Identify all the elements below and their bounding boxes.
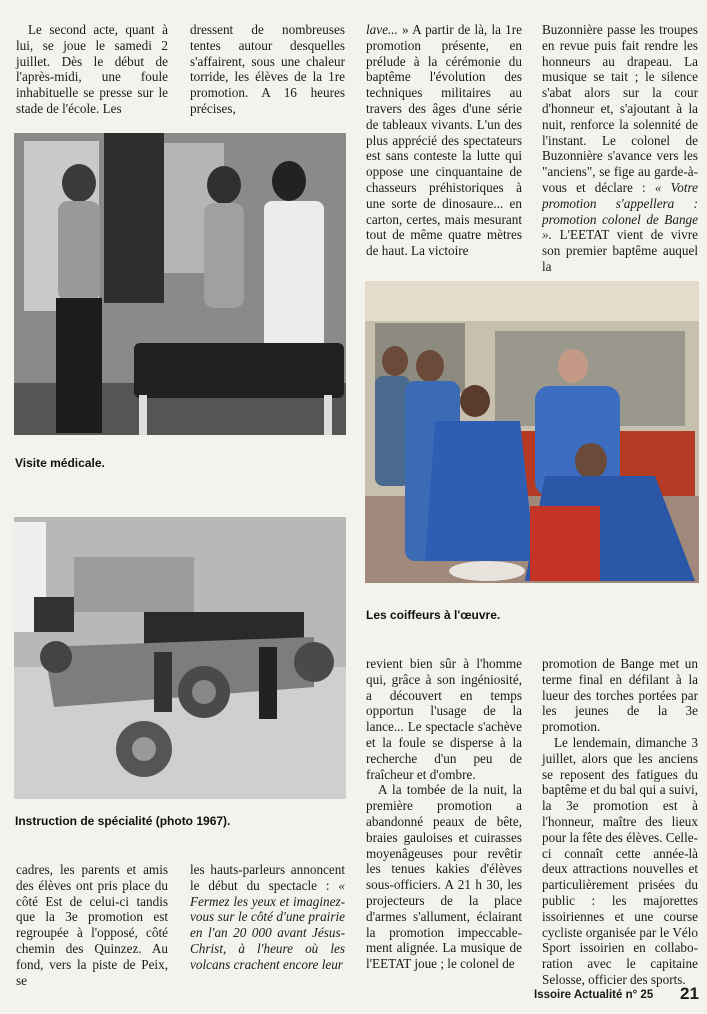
paragraph: L'EETAT vient de vivre son premier baptême auquel la: [542, 227, 698, 274]
paragraph: cadres, les parents et amis des élèves ont pris place du côté Est de celui-ci tandis que la 3e promotion est regroupée à l'opposé, côté chemin des Quinzez. Au fond, vers la piste de Peix, se: [16, 862, 168, 988]
italic-quote: « Votre promotion s'appellera : promotion colonel de Bange ».: [542, 179, 698, 243]
paragraph: dressent de nombreuses tentes autour desquelles s'affairent, sous une chaleur torride, les élèves de la 1re promotion. A 16 heures précises,: [190, 22, 345, 116]
col4-top-text: [542, 22, 698, 275]
col2-bottom-text: [190, 862, 345, 973]
paragraph: Le second acte, quant à lui, se joue le samedi 2 juillet. Dès le début de l'après-midi, une foule inhabituelle se presse sur le stade de l'école. Les: [16, 22, 168, 116]
caption-barbers: Les coiffeurs à l'œuvre.: [366, 608, 501, 622]
photo-specialty-instruction: [14, 517, 346, 799]
col2-top-text: [190, 22, 345, 117]
col3-bottom-text: [366, 656, 522, 972]
paragraph: revient bien sûr à l'homme qui, grâce à son ingéniosité, a découvert en temps opportun l'usage de la lance... Le spectacle s'achève et la foule se disperse à la recherche d'un peu de fraîcheur et d'ombre.: [366, 656, 522, 782]
italic-quote: lave...: [366, 22, 398, 37]
paragraph: Le lendemain, dimanche 3 juillet, alors que les anciens se reposent des fatigues du baptême et du bal qui a suivi, la 3e promotion est à l'honneur, maître des lieux pour la fête des élèves. Celle-ci connaît cette année-là deux attractions nouvelles et particulièrement prisées du public : les majorettes issoiriennes et une course cycliste organisée par le Vélo Sport issoirien en collabo-ration avec le capitaine Selosse, officier des sports.: [542, 734, 698, 987]
col4-bottom-text: [542, 656, 698, 988]
italic-quote: « Fermez les yeux et imaginez-vous sur le côté d'une prairie en l'an 20 000 avant Jésus-Christ, à l'heure où les volcans crachent encore leur: [190, 877, 345, 972]
page-number: 21: [680, 984, 699, 1003]
paragraph: les hauts-parleurs annoncent le début du spectacle :: [190, 862, 345, 893]
paragraph: A la tombée de la nuit, la première promotion a abandonné peaux de bête, braies gauloises et cuirasses moyenâgeuses pour revêtir les tenues kakies d'élèves sous-officiers. A 21 h 30, les projecteurs de la place d'armes s'allument, éclairant la promotion impeccable-ment alignée. La musique de l'EETAT joue ; le colonel de: [366, 782, 522, 972]
caption-specialty-instruction: Instruction de spécialité (photo 1967).: [15, 814, 231, 828]
footer-magazine-title: Issoire Actualité n° 25: [534, 989, 654, 1001]
paragraph: » A partir de là, la 1re promotion présente, en prélude à la cérémonie du baptême l'évolution des techniques militaires au travers des âges d'une série de tableaux vivants. L'un des plus apprécié des spectateurs est sans conteste la lutte qui oppose une cinquantaine de chasseurs préhistoriques à une sorte de dinosaure... en carton, certes, mais mesurant tout de même quatre mètres de haut. La victoire: [366, 22, 522, 259]
paragraph: promotion de Bange met un terme final en défilant à la lueur des torches portées par les jeunes de la 3e promotion.: [542, 656, 698, 735]
photo-barbers: [365, 281, 699, 583]
caption-medical-visit: Visite médicale.: [15, 456, 105, 470]
paragraph: Buzonnière passe les troupes en revue puis fait rendre les honneurs au drapeau. La musique se tait ; le silence s'abat alors sur la cour d'honneur et, s'ajoutant à la nuit, renforce la solennité de l'instant. Le colonel de Buzonnière s'avance vers les "anciens", se fige au garde-à-vous et déclare :: [542, 22, 698, 195]
col1-top-text: [16, 22, 168, 117]
col1-bottom-text: [16, 862, 168, 988]
col3-top-text: [366, 22, 522, 259]
photo-medical-visit: [14, 133, 346, 435]
